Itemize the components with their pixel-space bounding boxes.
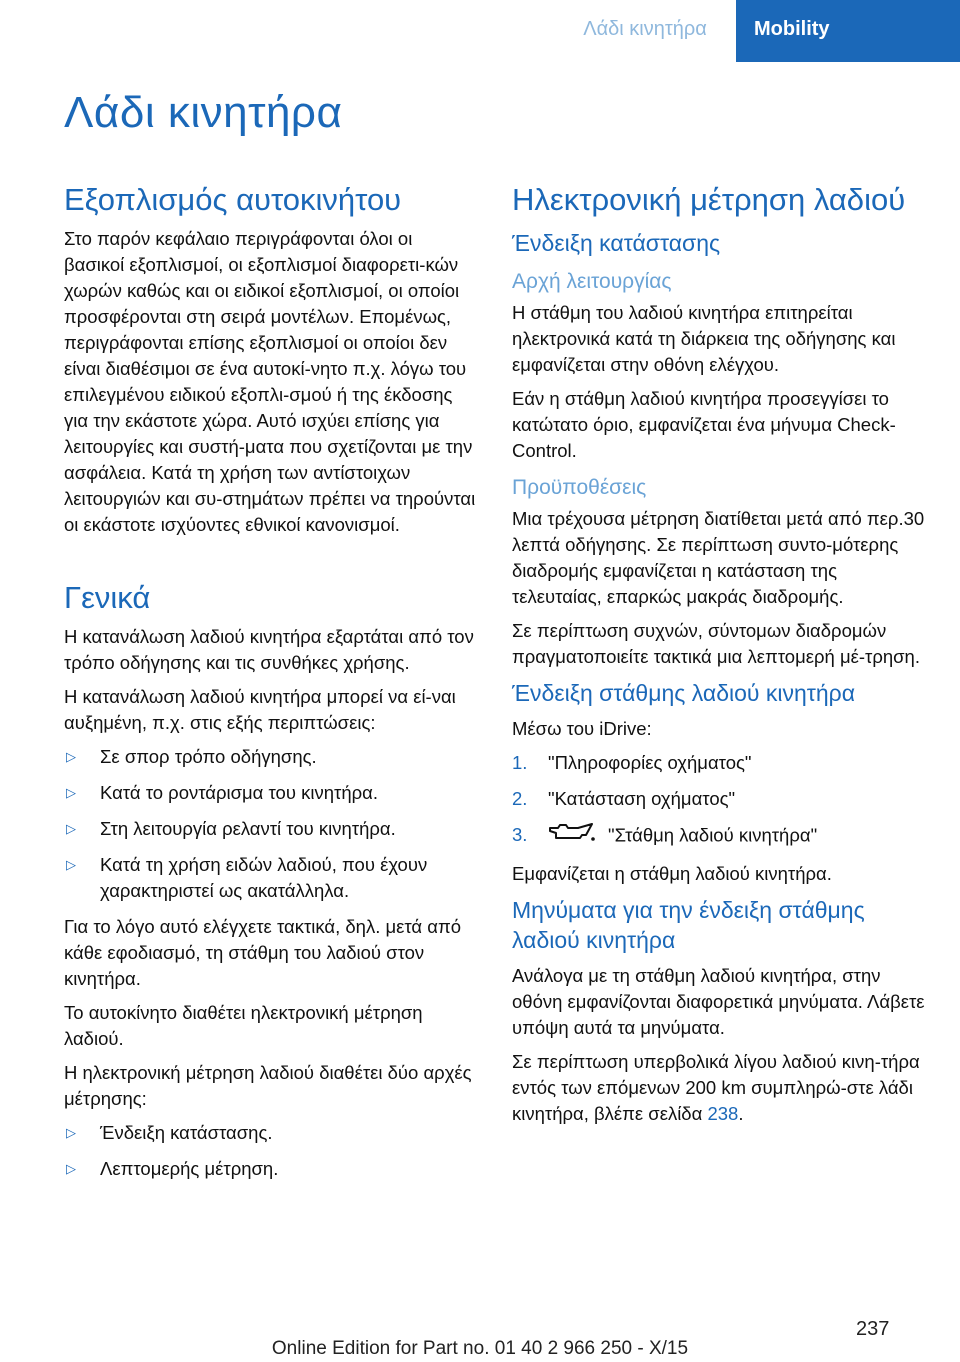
consumption-cases-list — [64, 744, 476, 904]
general-paragraph-3: Για το λόγο αυτό ελέγχετε τακτικά, δηλ. μετά από κάθε εφοδιασμό, τη στάθμη του λαδιού στον κινητήρα. — [64, 916, 462, 989]
equipment-paragraph: Στο παρόν κεφάλαιο περιγράφονται όλοι οι βασικοί εξοπλισμοί, οι εξοπλισμοί διαφορετι-κών χωρών καθώς και οι ειδικοί εξοπλισμοί, οι οποίοι προσφέρονται στη σειρά μοντέλων. Επομένως, περιγράφονται επίσης εξοπλισμοί οι οποίοι δεν είναι διαθέσιμοι σε ένα αυτοκί-νητο π.χ. λόγω του επιλεγμένου ειδικού εξοπλι-σμού ή της έκδοσης για την εκάστοτε χώρα. Αυτό ισχύει επίσης για λειτουργίες και συστή-ματα που σχετίζονται με την ασφάλεια. Κατά τη χρήση των αντίστοιχων λειτουργιών και συ-στημάτων πρέπει να τηρούνται οι εκάστοτε ισχύοντες εθνικοί κανονισμοί. — [64, 228, 476, 535]
list-item: ▷ Κατά τη χρήση ειδών λαδιού, που έχουν χαρακτηριστεί ως ακατάλληλα. — [66, 854, 428, 901]
idrive-steps-list — [512, 750, 926, 851]
list-item: 1. "Πληροφορίες οχήματος" — [512, 750, 926, 776]
general-paragraph-4: Το αυτοκίνητο διαθέτει ηλεκτρονική μέτρηση λαδιού. — [64, 1002, 423, 1049]
header-chapter-tab[interactable]: Mobility — [736, 0, 960, 62]
page-title: Λάδι κινητήρα — [64, 88, 343, 137]
step-number: 3. — [512, 824, 528, 845]
list-item: ▷ Σε σπορ τρόπο οδήγησης. — [64, 744, 476, 770]
equipment-heading: Εξοπλισμός αυτοκινήτου — [64, 182, 402, 217]
list-item: ▷ Στη λειτουργία ρελαντί του κινητήρα. — [64, 816, 476, 842]
idrive-intro: Μέσω του iDrive: — [512, 718, 652, 739]
triangle-bullet-icon: ▷ — [66, 1161, 76, 1176]
list-item: ▷ Λεπτομερής μέτρηση. — [64, 1156, 476, 1182]
list-item: ▷ Ένδειξη κατάστασης. — [64, 1120, 476, 1146]
list-item: ▷ Κατά το ροντάρισμα του κινητήρα. — [64, 780, 476, 806]
principle-paragraph-1: Η στάθμη του λαδιού κινητήρα επιτηρείται ηλεκτρονικά κατά τη διάρκεια της οδήγησης και εμφανίζεται στην οθόνη ελέγχου. — [512, 302, 896, 375]
triangle-bullet-icon: ▷ — [66, 785, 76, 800]
general-paragraph-2: Η κατανάλωση λαδιού κινητήρα μπορεί να εί-ναι αυξημένη, π.χ. στις εξής περιπτώσεις: — [64, 686, 456, 733]
oil-can-icon — [548, 822, 598, 851]
triangle-bullet-icon: ▷ — [66, 749, 76, 764]
step-number: 1. — [512, 752, 528, 773]
messages-heading: Μηνύματα για την ένδειξη στάθμης λαδιού κινητήρα — [512, 897, 865, 953]
oil-level-display-heading: Ένδειξη στάθμης λαδιού κινητήρα — [512, 680, 856, 706]
page-reference-link[interactable]: 238 — [707, 1103, 739, 1124]
prerequisites-paragraph-1: Μια τρέχουσα μέτρηση διατίθεται μετά από περ.30 λεπτά οδήγησης. Σε περίπτωση συντο-μότερης διαδρομής εμφανίζεται η κατάσταση της τελευταίας, επαρκώς μακράς διαδρομής. — [512, 508, 925, 607]
messages-paragraph-1: Ανάλογα με τη στάθμη λαδιού κινητήρα, στην οθόνη εμφανίζονται διαφορετικά μηνύματα. Λάβετε υπόψη αυτά τα μηνύματα. — [512, 965, 925, 1038]
list-item: 2. "Κατάσταση οχήματος" — [512, 786, 926, 812]
triangle-bullet-icon: ▷ — [66, 857, 76, 872]
header-section-label: Λάδι κινητήρα — [554, 0, 736, 62]
measurement-principles-list — [64, 1120, 476, 1182]
triangle-bullet-icon: ▷ — [66, 1125, 76, 1140]
step-number: 2. — [512, 788, 528, 809]
triangle-bullet-icon: ▷ — [66, 821, 76, 836]
general-heading: Γενικά — [64, 580, 151, 615]
messages-paragraph-2: Σε περίπτωση υπερβολικά λίγου λαδιού κινη-τήρα εντός των επόμενων 200 km συμπληρώ-στε λάδι κινητήρα, βλέπε σελίδα 238. — [512, 1051, 920, 1124]
electronic-measurement-heading: Ηλεκτρονική μέτρηση λαδιού — [512, 182, 906, 217]
principle-paragraph-2: Εάν η στάθμη λαδιού κινητήρα προσεγγίσει το κατώτατο όριο, εμφανίζεται ένα μήνυμα Check-Control. — [512, 388, 896, 461]
general-paragraph-1: Η κατανάλωση λαδιού κινητήρα εξαρτάται από τον τρόπο οδήγησης και τις συνθήκες χρήσης. — [64, 626, 474, 673]
prerequisites-heading: Προϋποθέσεις — [512, 476, 647, 499]
list-item: 3. "Στάθμη λαδιού κινητήρα" — [512, 822, 926, 851]
footer-edition: Online Edition for Part no. 01 40 2 966 250 - X/15 — [271, 1338, 689, 1359]
left-column — [64, 180, 476, 1192]
status-display-heading: Ένδειξη κατάστασης — [512, 230, 721, 256]
display-result: Εμφανίζεται η στάθμη λαδιού κινητήρα. — [512, 863, 832, 884]
general-paragraph-5: Η ηλεκτρονική μέτρηση λαδιού διαθέτει δύο αρχές μέτρησης: — [64, 1062, 472, 1109]
principle-heading: Αρχή λειτουργίας — [512, 270, 672, 293]
right-column — [512, 180, 926, 1135]
prerequisites-paragraph-2: Σε περίπτωση συχνών, σύντομων διαδρομών πραγματοποιείτε τακτικά μια λεπτομερή μέ-τρηση. — [512, 620, 920, 667]
page-number: 237 — [856, 1318, 890, 1340]
